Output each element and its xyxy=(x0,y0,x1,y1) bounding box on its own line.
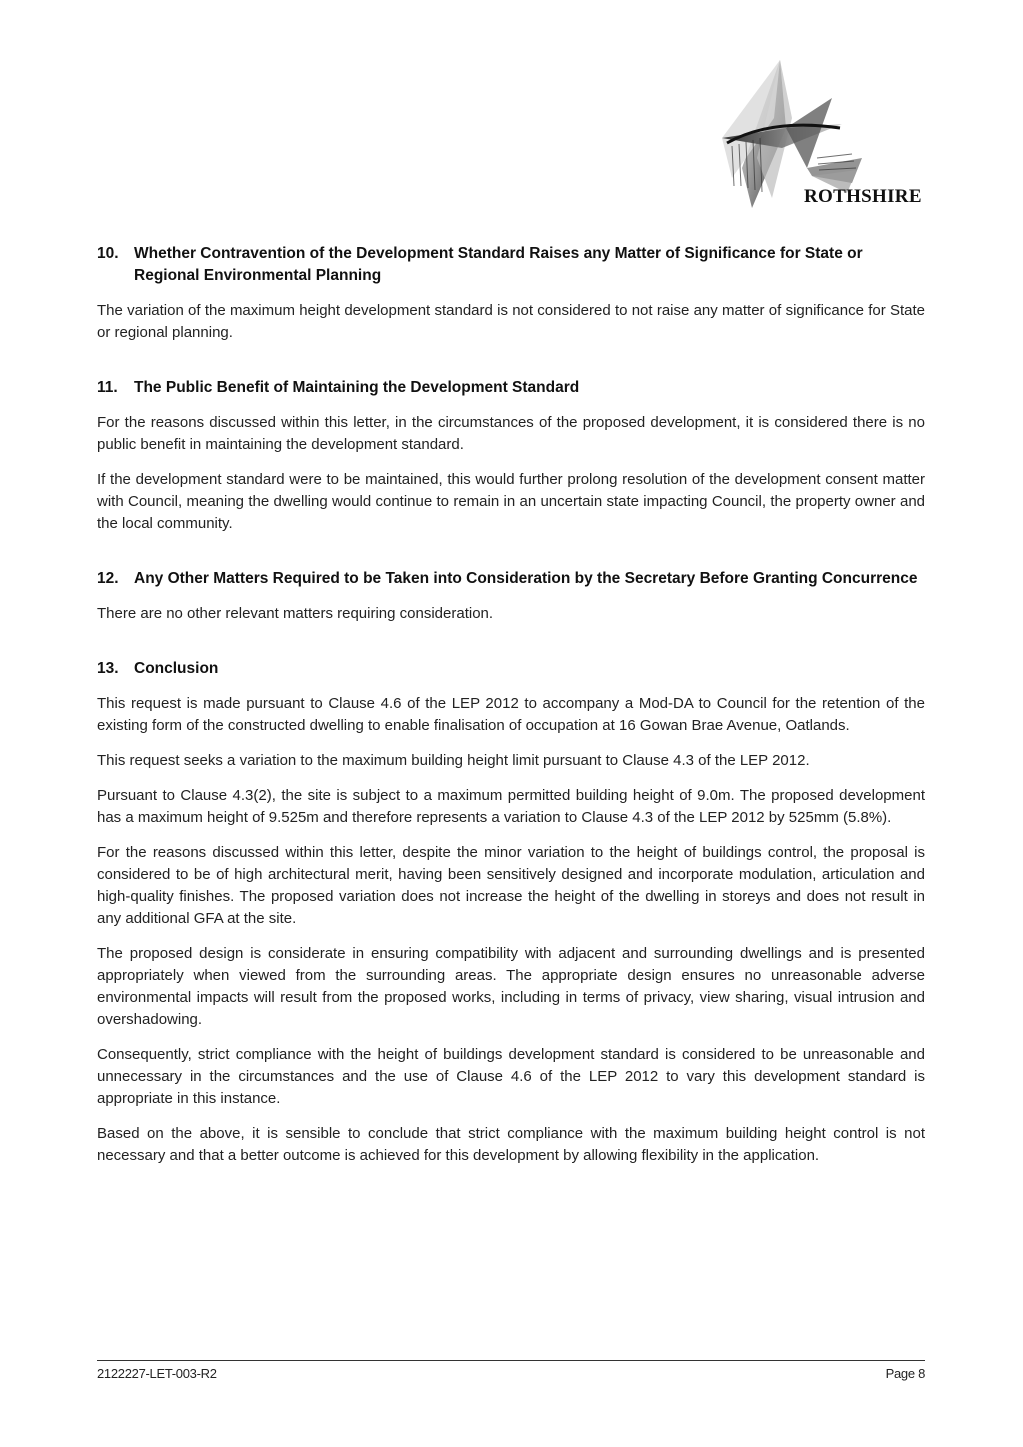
section-number: 10. xyxy=(97,245,119,262)
section-heading xyxy=(97,568,925,590)
paragraph: The variation of the maximum height development standard is not considered to not raise any matter of significance for State or regional planning. xyxy=(97,302,925,341)
section-title: The Public Benefit of Maintaining the Development Standard xyxy=(134,379,580,396)
page-number: Page 8 xyxy=(885,1366,925,1381)
section-12 xyxy=(97,568,925,625)
section-title: Any Other Matters Required to be Taken into Consideration by the Secretary Before Granting Concurrence xyxy=(134,570,918,587)
section-heading xyxy=(97,377,925,399)
paragraph: The proposed design is considerate in ensuring compatibility with adjacent and surrounding dwellings and is presented appropriately when viewed from the surrounding areas. The appropriate design ensures no unreasonable adverse environmental impacts will result from the proposed works, including in terms of privacy, view sharing, visual intrusion and overshadowing. xyxy=(97,945,925,1028)
section-heading xyxy=(97,658,925,680)
section-title: Conclusion xyxy=(134,660,219,677)
section-title: Whether Contravention of the Development Standard Raises any Matter of Significance for State or Regional Environmental Planning xyxy=(134,245,863,284)
section-11 xyxy=(97,377,925,535)
section-number: 11. xyxy=(97,379,118,396)
logo-wordmark: ROTHSHIRE xyxy=(804,186,922,207)
paragraph: Consequently, strict compliance with the height of buildings development standard is considered to be unreasonable and unnecessary in the circumstances and the use of Clause 4.6 of the LEP 2012 to vary this development standard is appropriate in this instance. xyxy=(97,1046,925,1107)
paragraph: For the reasons discussed within this letter, despite the minor variation to the height of buildings control, the proposal is considered to be of high architectural merit, having been sensitively designed and incorporate modulation, articulation and high-quality finishes. The proposed variation does not increase the height of the dwelling in storeys and does not result in any additional GFA at the site. xyxy=(97,844,925,927)
paragraph: There are no other relevant matters requiring consideration. xyxy=(97,605,494,622)
paragraph: If the development standard were to be maintained, this would further prolong resolution of the development consent matter with Council, meaning the dwelling would continue to remain in an uncertain state impacting Council, the property owner and the local community. xyxy=(97,471,925,532)
paragraph: Pursuant to Clause 4.3(2), the site is subject to a maximum permitted building height of 9.0m. The proposed development has a maximum height of 9.525m and therefore represents a variation to Clause 4.3 of the LEP 2012 by 525mm (5.8%). xyxy=(97,787,925,826)
footer-divider xyxy=(97,1360,925,1361)
paragraph: For the reasons discussed within this letter, in the circumstances of the proposed development, it is considered there is no public benefit in maintaining the development standard. xyxy=(97,414,925,453)
section-10 xyxy=(97,243,925,344)
section-number: 13. xyxy=(97,660,119,677)
document-body xyxy=(97,243,925,1180)
section-13 xyxy=(97,658,925,1167)
document-reference: 2122227-LET-003-R2 xyxy=(97,1366,217,1381)
paragraph: This request is made pursuant to Clause 4.6 of the LEP 2012 to accompany a Mod-DA to Council for the retention of the existing form of the constructed dwelling to enable finalisation of occupation at 16 Gowan Brae Avenue, Oatlands. xyxy=(97,695,925,734)
section-heading xyxy=(97,243,925,287)
section-number: 12. xyxy=(97,570,119,587)
paragraph: Based on the above, it is sensible to conclude that strict compliance with the maximum building height control is not necessary and that a better outcome is achieved for this development by allowing flexibility in the application. xyxy=(97,1125,925,1164)
paragraph: This request seeks a variation to the maximum building height limit pursuant to Clause 4.3 of the LEP 2012. xyxy=(97,752,810,769)
company-logo xyxy=(712,58,942,223)
